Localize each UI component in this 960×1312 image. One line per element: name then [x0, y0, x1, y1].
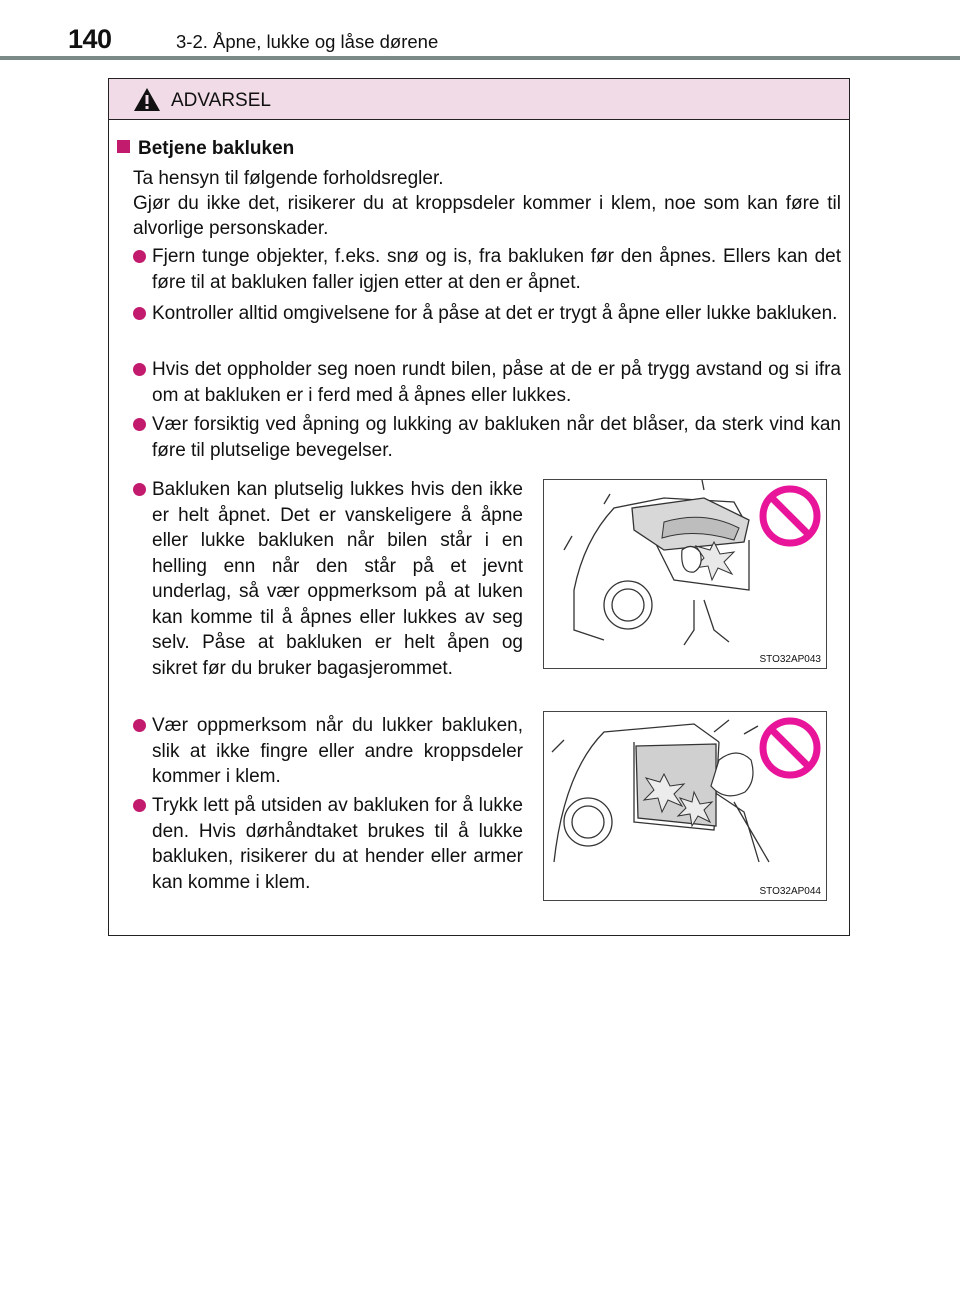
section-title: 3-2. Åpne, lukke og låse dørene — [176, 31, 439, 52]
list-item: Vær oppmerksom når du lukker bakluken, slik at ikke fingre eller andre kroppsdeler kommer i klem. — [133, 713, 523, 790]
illustration-tailgate-pinch — [543, 711, 827, 901]
warning-label: ADVARSEL — [171, 90, 271, 111]
figure-code: STO32AP043 — [759, 654, 821, 665]
bullet-dot-icon — [133, 363, 146, 376]
warning-box — [108, 78, 850, 936]
list-item: Bakluken kan plutselig lukkes hvis den ikke er helt åpnet. Det er vanskeligere å åpne eller lukke bakluken når bilen står i en helling enn når den står på et jevnt underlag, så vær oppmerksom på at luken kan komme til å åpnes eller lukkes av seg selv. Påse at bakluken er helt åpen og sikret før du bruker bagasjerommet. — [133, 477, 523, 681]
intro-text: Ta hensyn til følgende forholdsregler. — [133, 168, 444, 189]
figure-code: STO32AP044 — [759, 886, 821, 897]
prohibition-icon — [758, 484, 822, 553]
intro-text-2: Gjør du ikke det, risikerer du at kroppsdeler kommer i klem, noe som kan føre til alvorlige personskader. — [133, 193, 841, 239]
bullet-dot-icon — [133, 799, 146, 812]
list-item: Trykk lett på utsiden av bakluken for å lukke den. Hvis dørhåndtaket brukes til å lukke bakluken, risikerer du at hender eller armer kan komme i klem. — [133, 793, 523, 895]
bullet-dot-icon — [133, 307, 146, 320]
page-header — [0, 0, 960, 54]
warning-header — [109, 79, 849, 120]
warning-triangle-icon — [133, 87, 161, 117]
bullet-dot-icon — [133, 719, 146, 732]
bullet-dot-icon — [133, 418, 146, 431]
list-item: Vær forsiktig ved åpning og lukking av bakluken når det blåser, da sterk vind kan føre til plutselige bevegelser. — [133, 412, 841, 463]
bullet-dot-icon — [133, 483, 146, 496]
section-heading — [117, 138, 294, 160]
list-item: Kontroller alltid omgivelsene for å påse at det er trygt å åpne eller lukke bakluken. — [133, 301, 841, 327]
prohibition-icon — [758, 716, 822, 785]
square-bullet-icon — [117, 140, 130, 153]
page-number: 140 — [68, 24, 112, 54]
illustration-tailgate-closing — [543, 479, 827, 669]
heading-text: Betjene bakluken — [138, 138, 295, 159]
header-divider — [0, 56, 960, 60]
list-item: Hvis det oppholder seg noen rundt bilen, påse at de er på trygg avstand og si ifra om at bakluken er i ferd med å åpnes eller lukkes. — [133, 357, 841, 408]
bullet-dot-icon — [133, 250, 146, 263]
list-item: Fjern tunge objekter, f.eks. snø og is, fra bakluken før den åpnes. Ellers kan det føre til at bakluken faller igjen etter at den er åpnet. — [133, 244, 841, 295]
